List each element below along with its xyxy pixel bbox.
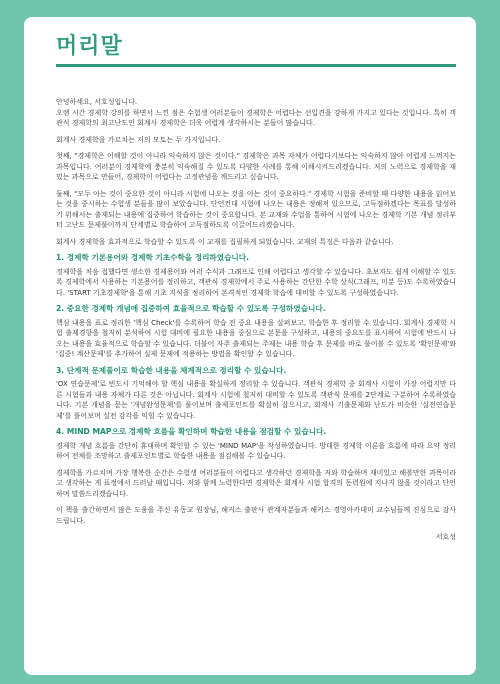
preface-page: [24, 17, 476, 675]
features-intro-paragraph: 회계사 경제학을 효과적으로 학습할 수 있도록 이 교재를 집필하게 되었습니다. 교재의 특징은 다음과 같습니다.: [56, 237, 394, 246]
greeting-text: 안녕하세요, 서호성입니다.: [56, 98, 138, 106]
motto1-paragraph: 첫째, "경제학은 이해할 것이 아니라 익숙하지 않은 것이다." 경제학은 과목 자체가 어렵다기보다는 익숙하지 않아 어렵게 느껴지는 과목입니다. 여러분이 경제학에 충분히 익숙해질 수 있도록 다양한 사례를 통해 이해시켜드리겠습니다. 저의 노력으로 경제학을 재밌는 과목으로 만들어, 경제학이 어렵다는 고정관념을 깨드리고 싶습니다.: [56, 152, 456, 181]
section-text: 경제학을 처음 접했다면 생소한 경제용어와 여러 수식과 그래프로 인해 어렵다고 생각할 수 있습니다. 초보자도 쉽게 이해할 수 있도록 경제학에서 사용하는 기본용어를 정리하고, 객관식 경제학에서 주로 사용하는 간단한 수학 상식(그래프, 미분 등)도 수록하였습니다. 'START 기초경제학'을 통해 기초 지식을 정리하여 본격적인 경제학 학습에 대비할 수 있도록 구성하였습니다.: [56, 267, 456, 297]
greeting-paragraph: [56, 97, 456, 129]
title-divider: [56, 64, 456, 67]
motto-intro-paragraph: 회계사 경제학을 가르치는 저의 모토는 두 가지입니다.: [56, 135, 221, 144]
intro-text: 오랜 시간 경제학 강의를 하면서 느낀 점은 수험생 여러분들이 경제학은 어렵다는 선입견을 강하게 가지고 있다는 것입니다. 특히 객관식 경제학의 최고난도인 회계사 경제학은 더욱 어렵게 생각하시는 분들이 많습니다.: [56, 108, 456, 127]
closing-paragraph-1: 경제학을 가르치며 가장 행복한 순간은 수험생 여러분들이 어렵다고 생각하던 경제학을 저와 학습하며 재미있고 해볼만한 과목이라고 생각하는 게 표정에서 드러날 때입니다. 저와 함께 노력한다면 경제학은 회계사 시험 합격의 동력원에 지나지 않을 것이라고 단언하며 말씀드리겠습니다.: [56, 468, 456, 498]
section-heading: 1. 경제학 기본용어와 경제학 기초수학을 정리하였습니다.: [56, 253, 249, 262]
section-text: 'OX 연습문제'로 빈도시 기억해야 할 핵심 내용을 확실하게 정리할 수 있습니다. 객관식 경제학 중 회계사 시험이 가장 어렵지만 다른 시험들과 내용 자체가 다른 것은 아닙니다. 회계사 시험에 철저히 대비할 수 있도록 객관식 문제를 2단계로 구분하여 수록하였습니다. 기본 개념을 묻는 '개념완성문제'를 풀어보며 출제포인트를 확실히 잡으시고, 회계사 기출문제와 난도가 비슷한 '실전연습문제'를 풀어보며 실전 감각을 익힐 수 있습니다.: [56, 380, 456, 420]
page-title: 머리말: [56, 34, 123, 59]
section-heading: 2. 중요한 경제학 개념에 집중하여 효율적으로 학습할 수 있도록 구성하였습니다.: [56, 304, 326, 313]
closing-paragraph-2: 이 책을 출간하면서 많은 도움을 주신 유동교 원장님, 해커스 출판사 관계자분들과 해커스 경영아카데미 교수님들께 진심으로 감사드립니다.: [56, 506, 456, 525]
section-heading: 3. 단계적 문제풀이로 학습한 내용을 체계적으로 정리할 수 있습니다.: [56, 365, 287, 375]
section-heading: 4. MIND MAP으로 경제학 흐름을 확인하며 학습한 내용을 점검할 수 있습니다.: [56, 427, 327, 436]
author-signature: 서호성: [435, 533, 456, 541]
section-text: 핵심 내용을 표로 정리한 '핵심 Check'를 수록하여 학습 전 중요 내용을 살펴보고, 학습한 후 정리할 수 있습니다. 회계사 경제학 시험 출제경향을 철저히 분석하여 시험 대비에 필요한 내용을 중심으로 본문을 구성하고, 내용의 중요도를 표시하여 시험에 반드시 나오는 내용을 효율적으로 학습할 수 있습니다. 더불어 자주 출제되는 주제는 내용 학습 후 문제를 바로 풀어볼 수 있도록 '확인문제'와 '집중! 계산문제'를 추가하여 실제 문제에 적용하는 방법을 확인할 수 있습니다.: [56, 318, 456, 358]
motto2-paragraph: 둘째, "모두 아는 것이 중요한 것이 아니라 시험에 나오는 것을 아는 것이 중요하다." 경제학 시험을 준비할 때 다양한 내용을 읽어보는 것을 중시하는 수험생 분들을 많이 보았습니다. 단언컨대 시험에 나오는 내용은 정해져 있으므로, 고득점하겠다는 목표를 달성하기 위해서는 출제되는 내용에 집중하여 학습하는 것이 중요합니다. 본 교재와 수업을 통하여 시험에 나오는 경제학 기본 개념 정리부터 고난도 문제풀이까지 단계별로 학습하여 고득점하도록 이끌어드리겠습니다.: [56, 189, 456, 229]
section-text: 경제학 개념 흐름을 간단히 휴대하며 확인할 수 있는 'MIND MAP'을 작성하였습니다. 방대한 경제학 이론을 흐름에 따라 요약 정리하여 전체를 조망하고 출제포인트별로 학습한 내용을 점검해볼 수 있습니다.: [56, 441, 456, 460]
preface-body: [56, 97, 456, 543]
